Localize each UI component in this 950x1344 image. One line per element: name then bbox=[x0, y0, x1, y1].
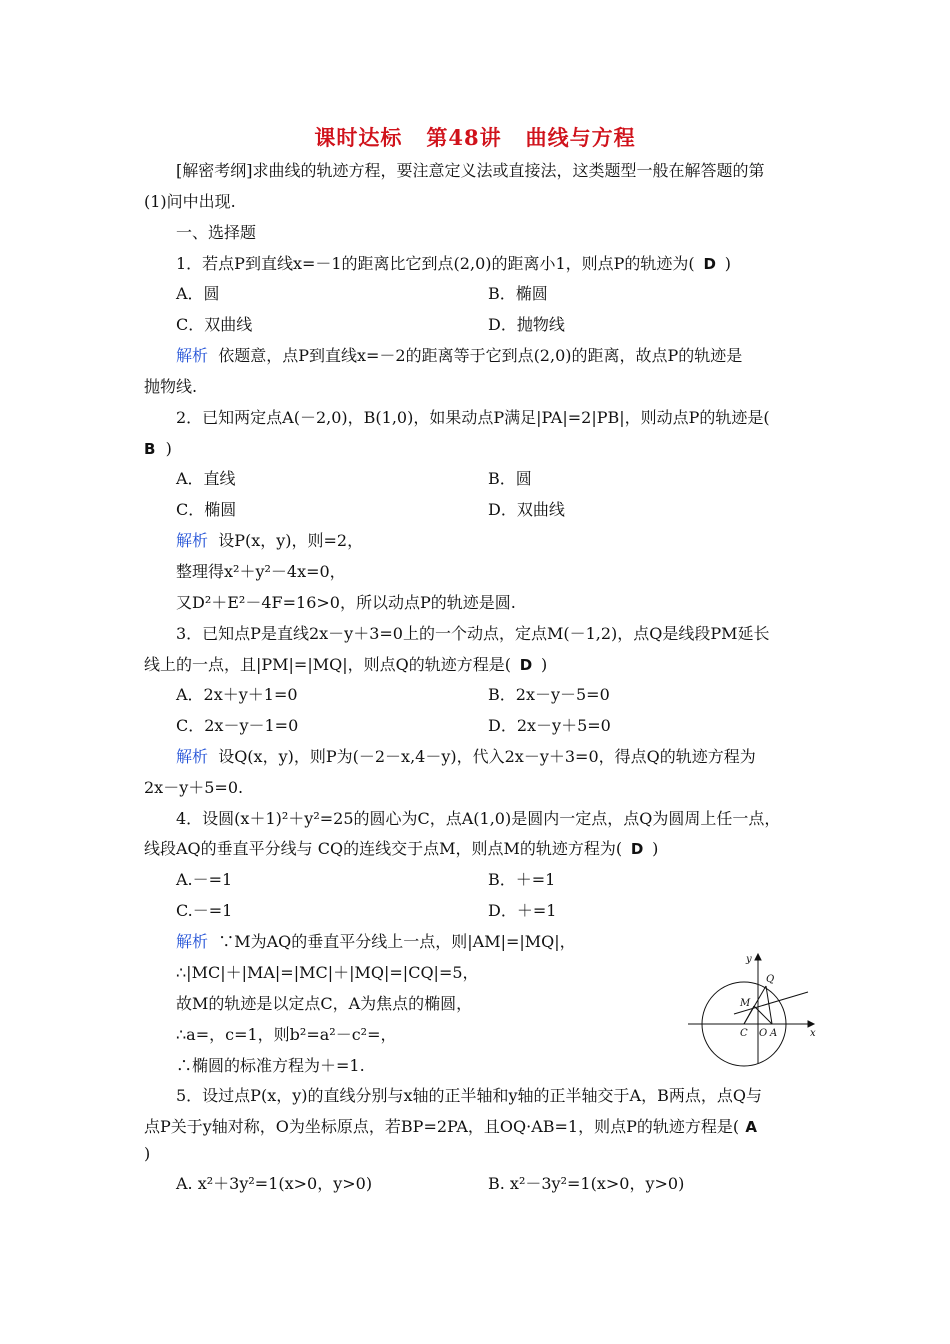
label-o: O bbox=[759, 1028, 768, 1039]
solution-label: 解析 bbox=[176, 346, 209, 365]
q3-solution-line-2: 2x－y＋5=0. bbox=[144, 778, 244, 797]
q3-option-c: C．2x－y－1=0 bbox=[176, 716, 299, 735]
q4-solution-line-1: 解析 ∵M为AQ的垂直平分线上一点，则|AM|=|MQ|， bbox=[176, 932, 576, 951]
question-3-answer: D bbox=[519, 656, 533, 674]
question-1-answer: D bbox=[703, 255, 716, 273]
q2-solution-line-3: 又D²＋E²－4F=16>0，所以动点P的轨迹是圆. bbox=[176, 593, 516, 612]
q2-option-a: A．直线 bbox=[176, 469, 236, 488]
q2-solution-line-2: 整理得x²＋y²－4x=0， bbox=[176, 562, 346, 581]
label-y: y bbox=[746, 954, 752, 965]
question-5-stem-1: 5．设过点P(x，y)的直线分别与x轴的正半轴和y轴的正半轴交于A，B两点，点Q与 bbox=[176, 1086, 762, 1105]
q2-option-b: B．圆 bbox=[488, 469, 532, 488]
page-title: 课时达标 第48讲 曲线与方程 bbox=[314, 125, 636, 150]
q3-option-d: D．2x－y＋5=0 bbox=[488, 716, 611, 735]
q1-option-c: C．双曲线 bbox=[176, 315, 253, 334]
label-m: M bbox=[740, 998, 751, 1009]
label-a: A bbox=[770, 1028, 778, 1039]
solution-label: 解析 bbox=[176, 747, 209, 766]
question-4-stem-2: 线段AQ的垂直平分线与 CQ的连线交于点M，则点M的轨迹方程为( D ) bbox=[144, 839, 659, 858]
y-axis-arrow bbox=[755, 954, 761, 960]
intro-line-1: [解密考纲]求曲线的轨迹方程，要注意定义法或直接法，这类题型一般在解答题的第 bbox=[176, 161, 765, 180]
q1-solution-line-1: 解析 依题意，点P到直线x=－2的距离等于它到点(2,0)的距离，故点P的轨迹是 bbox=[176, 346, 743, 365]
label-c: C bbox=[740, 1028, 748, 1039]
q3-option-b: B．2x－y－5=0 bbox=[488, 685, 610, 704]
q2-solution-line-1: 解析 设P(x，y)，则=2， bbox=[176, 531, 364, 550]
solution-label: 解析 bbox=[176, 531, 209, 550]
solution-label: 解析 bbox=[176, 932, 209, 951]
q1-option-a: A．圆 bbox=[176, 284, 220, 303]
section-heading: 一、选择题 bbox=[176, 223, 257, 242]
q1-solution-line-2: 抛物线. bbox=[144, 377, 198, 396]
q1-option-d: D．抛物线 bbox=[488, 315, 565, 334]
q4-solution-line-5: ∴椭圆的标准方程为＋=1. bbox=[176, 1056, 365, 1075]
question-5-stem-2: 点P关于y轴对称，O为坐标原点，若BP=2PA，且OQ·AB=1，则点P的轨迹方程是( A bbox=[144, 1116, 763, 1138]
question-1-stem: 1．若点P到直线x=－1的距离比它到点(2,0)的距离小1，则点P的轨迹为( D ) bbox=[176, 254, 731, 273]
q5-option-b: B. x²－3y²=1(x>0，y>0) bbox=[488, 1174, 685, 1193]
q4-option-c: C.－=1 bbox=[176, 901, 233, 920]
q5-option-a: A. x²＋3y²=1(x>0，y>0) bbox=[176, 1174, 373, 1193]
q2-option-d: D．双曲线 bbox=[488, 500, 565, 519]
q4-option-b: B．＋=1 bbox=[488, 870, 556, 889]
question-2-answer-line: B ) bbox=[144, 439, 172, 458]
question-5-stem-3: ) bbox=[144, 1144, 151, 1163]
q4-solution-line-4: ∴a=，c=1，则b²=a²－c²=， bbox=[176, 1025, 397, 1044]
question-5-answer: A bbox=[745, 1118, 757, 1136]
question-3-stem-2: 线上的一点，且|PM|=|MQ|，则点Q的轨迹方程是( D ) bbox=[144, 655, 548, 674]
question-4-stem-1: 4．设圆(x＋1)²＋y²=25的圆心为C，点A(1,0)是圆内一定点，点Q为圆周上任一点， bbox=[176, 809, 781, 828]
intro-line-2: (1)问中出现. bbox=[144, 192, 236, 211]
q1-option-b: B．椭圆 bbox=[488, 284, 548, 303]
q4-option-d: D．＋=1 bbox=[488, 901, 557, 920]
x-axis-arrow bbox=[808, 1021, 814, 1027]
label-q: Q bbox=[766, 974, 775, 985]
question-2-stem: 2．已知两定点A(－2,0)，B(1,0)，如果动点P满足|PA|=2|PB|，则动点P的轨迹是( bbox=[176, 408, 770, 427]
q3-option-a: A．2x＋y＋1=0 bbox=[176, 685, 298, 704]
q4-solution-line-3: 故M的轨迹是以定点C，A为焦点的椭圆， bbox=[176, 994, 473, 1013]
label-x: x bbox=[810, 1028, 816, 1039]
question-3-stem-1: 3．已知点P是直线2x－y＋3=0上的一个动点，定点M(－1,2)，点Q是线段PM延长 bbox=[176, 624, 770, 643]
q4-solution-line-2: ∴|MC|＋|MA|=|MC|＋|MQ|=|CQ|=5， bbox=[176, 963, 479, 982]
ellipse-locus-figure bbox=[686, 952, 818, 1068]
q4-option-a: A.－=1 bbox=[176, 870, 233, 889]
question-4-answer: D bbox=[630, 840, 644, 858]
q2-option-c: C．椭圆 bbox=[176, 500, 237, 519]
q3-solution-line-1: 解析 设Q(x，y)，则P为(－2－x,4－y)，代入2x－y＋3=0，得点Q的轨迹方程为 bbox=[176, 747, 756, 766]
question-2-answer: B bbox=[144, 440, 156, 458]
